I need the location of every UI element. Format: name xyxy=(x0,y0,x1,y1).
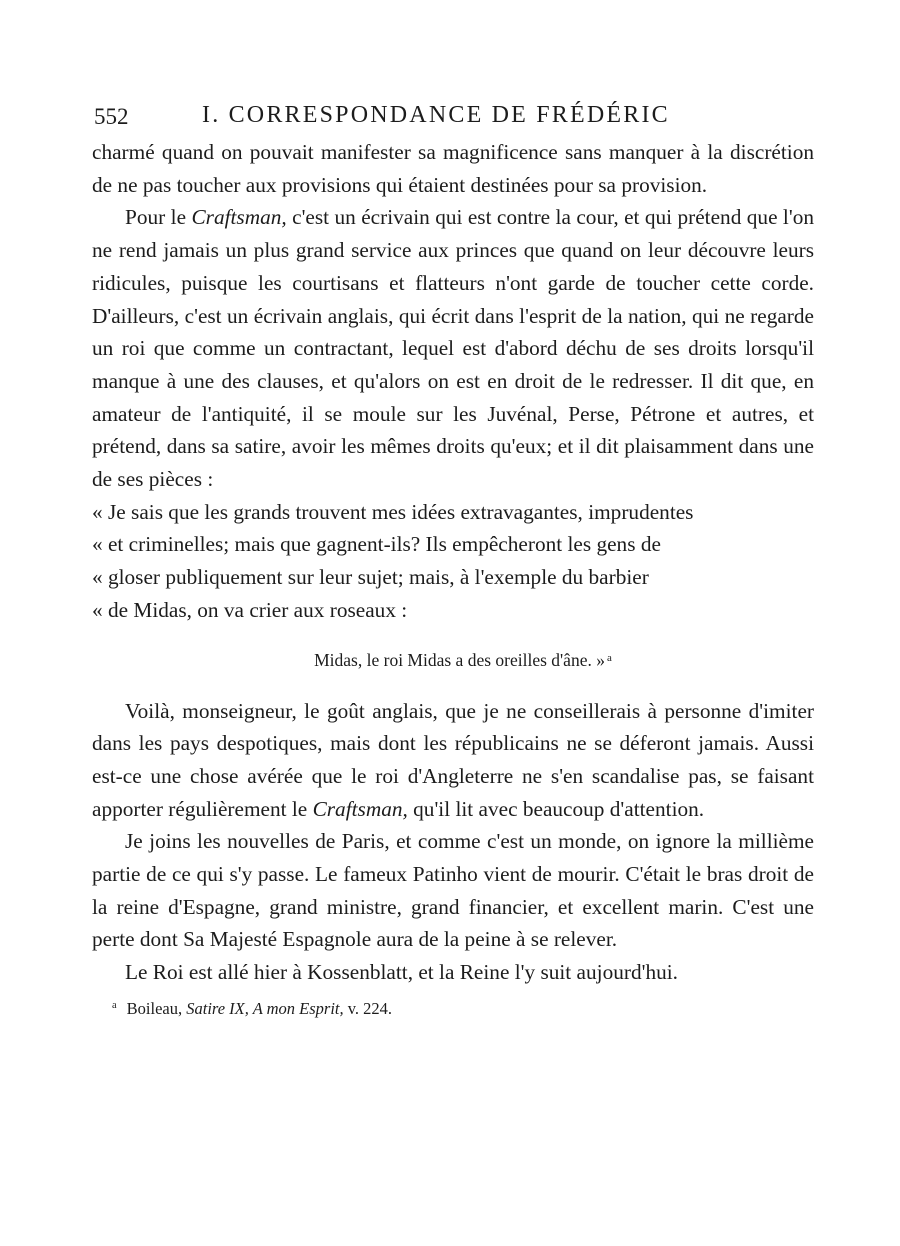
running-title: I. CORRESPONDANCE DE FRÉDÉRIC xyxy=(202,102,670,128)
footnote-title: Satire IX, A mon Esprit, xyxy=(186,998,344,1018)
book-page xyxy=(92,96,814,1020)
verse-text: Midas, le roi Midas a des oreilles d'âne. » xyxy=(314,649,605,670)
footnote-ref: v. 224. xyxy=(347,998,393,1018)
footnote-mark: a xyxy=(112,999,117,1011)
italic-title: Craftsman, xyxy=(191,205,287,230)
verse-quotation xyxy=(92,647,814,671)
footnote-reference: a xyxy=(606,651,612,664)
paragraph-continuation: charmé quand on pouvait manifester sa magnificence sans manquer à la discrétion de ne pas toucher aux provisions qui étaient destinées pour sa provision. xyxy=(92,140,814,197)
paragraph-gout-anglais xyxy=(92,695,814,826)
paragraph-nouvelles: Je joins les nouvelles de Paris, et comme c'est un monde, on ignore la millième partie de ce qui s'y passe. Le fameux Patinho vient de mourir. C'était le bras droit de la reine d'Espagne, grand ministre, grand financier, et excellent marin. C'est une perte dont Sa Majesté Espagnole aura de la peine à se relever. xyxy=(92,829,814,952)
text-span: c'est un écrivain qui est contre la cour, et qui prétend que l'on ne rend jamais un plus grand service aux princes que quand on leur découvre leurs ridicules, puisque les courtisans et flatteurs n'ont garde de toucher cette corde. D'ailleurs, c'est un écrivain anglais, qui écrit dans l'esprit de la nation, qui ne regarde un roi que comme un contractant, lequel est d'abord déchu de ses droits lorsqu'il manque à une des clauses, et qu'alors on est en droit de le redresser. Il dit que, en amateur de l'antiquité, il se moule sur les Juvénal, Perse, Pétrone et autres, et prétend, dans sa satire, avoir les mêmes droits qu'eux; et il dit plaisamment dans une de ses pièces : xyxy=(92,205,814,492)
running-head xyxy=(92,96,814,136)
quote-line: « gloser publiquement sur leur sujet; mais, à l'exemple du barbier xyxy=(92,565,649,590)
body-text xyxy=(92,136,814,989)
italic-title: Craftsman, xyxy=(312,796,408,821)
footnote-author: Boileau, xyxy=(126,998,183,1018)
text-span: qu'il lit avec beaucoup d'attention. xyxy=(407,796,705,821)
text-span: Pour le xyxy=(125,205,192,230)
quote-line: « et criminelles; mais que gagnent-ils? Ils empêcheront les gens de xyxy=(92,532,661,557)
paragraph-kossenblatt: Le Roi est allé hier à Kossenblatt, et la Reine l'y suit aujourd'hui. xyxy=(125,960,678,985)
quote-line: « de Midas, on va crier aux roseaux : xyxy=(92,597,408,622)
page-number: 552 xyxy=(94,104,129,129)
paragraph-craftsman xyxy=(92,201,814,495)
quote-line: « Je sais que les grands trouvent mes idées extravagantes, imprudentes xyxy=(92,499,694,524)
footnote xyxy=(92,995,814,1020)
text-span: Voilà, monseigneur, le goût anglais, que je ne conseillerais à personne d'imiter dans les pays despotiques, mais dont les républicains ne se déferont jamais. Aussi est-ce une chose avérée que le roi d'Angleterre ne s'en scandalise pas, se faisant apporter régulièrement le xyxy=(92,698,814,821)
